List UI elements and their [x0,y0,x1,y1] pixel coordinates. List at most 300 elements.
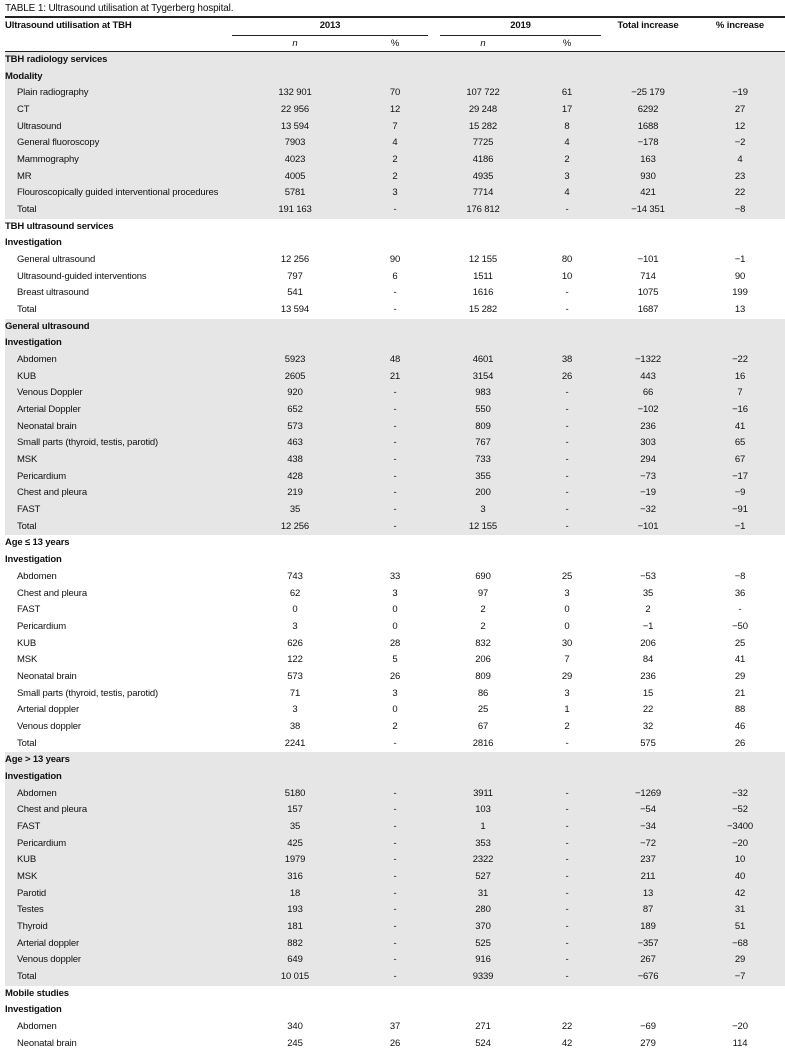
cell-total-increase: 13 [642,887,654,899]
cell-n-2013: 340 [287,1020,303,1032]
cell-pct-2019: 80 [561,254,573,266]
cell-pct-increase: 7 [737,387,743,399]
cell-pct-2013: 6 [392,270,398,282]
header-year-2013: 2013 [319,20,341,31]
cell-n-2019: 67 [477,720,489,732]
cell-pct-2013: 26 [389,670,401,682]
table-caption: TABLE 1: Ultrasound utilisation at Tygerberg hospital. [5,3,234,14]
header-2013-pct: % [390,38,400,49]
table-row [0,736,785,753]
header-total-increase: Total increase [617,20,679,31]
cell-total-increase: 421 [640,187,656,199]
cell-total-increase: 189 [640,920,656,932]
table-row [0,652,785,669]
cell-pct-increase: 88 [734,704,746,716]
cell-n-2013: 12 256 [280,254,310,266]
cell-n-2019: 2 [480,604,486,616]
cell-pct-2019: - [565,804,569,816]
table-row [5,902,785,919]
table-row [0,669,785,686]
cell-n-2019: 2322 [472,854,494,866]
cell-total-increase: 211 [640,870,656,882]
cell-pct-increase: −68 [732,937,748,949]
cell-n-2013: 649 [287,954,303,966]
cell-pct-increase: 4 [737,154,743,166]
cell-pct-2019: 38 [561,354,573,366]
cell-pct-2013: 70 [389,87,401,99]
cell-n-2019: 4601 [472,354,494,366]
cell-pct-2019: - [565,970,569,982]
cell-pct-2019: - [565,470,569,482]
cell-n-2019: 1511 [473,270,493,282]
cell-pct-increase: 22 [734,187,746,199]
cell-pct-2013: - [393,454,397,466]
cell-n-2013: 882 [287,937,303,949]
cell-n-2019: 524 [475,1037,491,1049]
table-row [5,119,785,136]
cell-pct-2019: - [565,520,569,532]
row-label: Mammography [17,154,79,166]
cell-pct-2013: 12 [389,104,401,116]
row-label: Arterial doppler [17,704,80,716]
cell-n-2013: 3 [292,620,298,632]
cell-n-2019: 2 [480,620,486,632]
cell-total-increase: −102 [637,404,659,416]
cell-pct-2019: - [565,854,569,866]
cell-pct-2013: 2 [392,720,398,732]
cell-total-increase: 714 [640,270,656,282]
cell-n-2013: 35 [289,820,301,832]
cell-pct-2019: - [565,820,569,832]
cell-pct-increase: 114 [732,1037,748,1049]
row-label: FAST [17,604,41,616]
cell-total-increase: −178 [637,137,659,149]
cell-pct-2013: - [393,204,397,216]
cell-total-increase: 84 [642,654,654,666]
cell-n-2013: 3 [292,704,298,716]
cell-pct-increase: −1 [734,254,746,266]
cell-pct-increase: −50 [732,620,748,632]
section-title-row [5,52,785,69]
cell-total-increase: −72 [640,837,656,849]
cell-pct-2019: - [565,387,569,399]
cell-n-2013: 4005 [284,170,306,182]
cell-n-2019: 206 [475,654,491,666]
cell-pct-increase: 90 [734,270,746,282]
section-title: General ultrasound [5,320,90,332]
row-label: Venous Doppler [17,387,83,399]
cell-total-increase: 236 [640,670,656,682]
cell-pct-2013: 4 [392,137,398,149]
cell-n-2013: 191 163 [278,204,312,216]
cell-pct-2019: 30 [561,637,573,649]
section-subtitle-row [5,335,785,352]
table-row [0,636,785,653]
cell-n-2013: 0 [292,604,298,616]
cell-n-2019: 355 [475,470,491,482]
table-row [5,102,785,119]
cell-pct-increase: −20 [732,837,748,849]
cell-n-2019: 103 [475,804,491,816]
cell-pct-increase: 42 [734,887,746,899]
row-label: Venous doppler [17,954,81,966]
cell-n-2013: 463 [287,437,303,449]
row-label: Ultrasound [17,120,62,132]
section-title-row [0,986,785,1003]
table-row [0,1019,785,1036]
cell-pct-increase: −8 [734,570,746,582]
cell-pct-increase: 41 [734,654,746,666]
cell-total-increase: −1322 [635,354,661,366]
cell-pct-increase: 31 [734,904,746,916]
cell-n-2019: 809 [475,420,491,432]
cell-total-increase: 1688 [637,120,659,132]
table-row [0,602,785,619]
cell-pct-2013: - [393,787,397,799]
cell-n-2013: 12 256 [280,520,310,532]
cell-pct-increase: −3400 [727,820,753,832]
cell-n-2013: 193 [287,904,303,916]
row-label: KUB [17,854,37,866]
cell-pct-2019: - [565,420,569,432]
row-label: Neonatal brain [17,420,77,432]
cell-pct-2013: - [393,437,397,449]
table-row [5,869,785,886]
cell-pct-2019: - [565,287,569,299]
cell-pct-2019: - [565,887,569,899]
header-row-label: Ultrasound utilisation at TBH [5,20,132,31]
cell-total-increase: −34 [640,820,656,832]
cell-n-2019: 12 155 [468,520,498,532]
row-label: Total [17,737,37,749]
table-row [5,936,785,953]
cell-n-2019: 7714 [472,187,494,199]
cell-pct-2013: - [393,304,397,316]
section-title: TBH ultrasound services [5,220,114,232]
cell-total-increase: 1687 [637,304,659,316]
table-row [0,586,785,603]
cell-pct-2013: 26 [389,1037,401,1049]
table-row [5,519,785,536]
cell-pct-2019: - [565,504,569,516]
cell-n-2019: 525 [475,937,491,949]
cell-n-2019: 983 [475,387,491,399]
table-row [5,886,785,903]
cell-pct-increase: −91 [732,504,748,516]
cell-total-increase: 87 [642,904,654,916]
row-label: Parotid [17,887,47,899]
cell-n-2019: 1616 [472,287,494,299]
section-subtitle: Investigation [5,237,62,249]
cell-n-2019: 15 282 [468,304,498,316]
cell-total-increase: −1269 [635,787,661,799]
cell-pct-2013: 90 [389,254,401,266]
section-title: Age > 13 years [5,754,70,766]
cell-n-2019: 3 [480,504,486,516]
cell-n-2013: 541 [287,287,303,299]
cell-pct-2013: - [393,937,397,949]
cell-n-2019: 15 282 [468,120,498,132]
cell-pct-2013: - [393,954,397,966]
row-label: Total [17,204,37,216]
cell-n-2013: 1979 [284,854,306,866]
row-label: Abdomen [17,354,57,366]
cell-pct-2013: - [393,404,397,416]
cell-n-2013: 428 [287,470,303,482]
cell-n-2019: 353 [475,837,491,849]
cell-pct-2013: - [393,920,397,932]
table-row [5,919,785,936]
cell-n-2013: 13 594 [280,304,310,316]
row-label: CT [17,104,30,116]
cell-pct-2013: - [393,970,397,982]
cell-pct-2013: - [393,837,397,849]
cell-n-2019: 4935 [472,170,494,182]
cell-n-2013: 2605 [284,370,306,382]
section-title-row [5,752,785,769]
cell-total-increase: −73 [640,470,656,482]
table-row [5,502,785,519]
cell-pct-2019: - [565,204,569,216]
cell-pct-increase: 65 [734,437,746,449]
table-row [5,469,785,486]
cell-pct-2019: 3 [564,687,570,699]
cell-n-2013: 626 [287,637,303,649]
cell-n-2013: 652 [287,404,303,416]
cell-pct-2013: - [393,487,397,499]
cell-pct-increase: −20 [732,1020,748,1032]
cell-pct-increase: −19 [732,87,748,99]
cell-pct-2019: 8 [564,120,570,132]
row-label: FAST [17,504,41,516]
row-label: Thyroid [17,920,48,932]
cell-n-2019: 7725 [472,137,494,149]
row-label: General fluoroscopy [17,137,100,149]
cell-n-2019: 107 722 [466,87,500,99]
cell-n-2013: 157 [287,804,303,816]
row-label: MSK [17,454,38,466]
row-label: Total [17,304,37,316]
cell-pct-2019: 3 [564,170,570,182]
row-label: Arterial doppler [17,937,80,949]
cell-pct-2019: 4 [564,137,570,149]
cell-n-2013: 10 015 [280,970,310,982]
cell-total-increase: 267 [640,954,656,966]
table-row [5,419,785,436]
table-body [0,52,785,1052]
cell-pct-2013: 2 [392,170,398,182]
cell-pct-increase: 51 [734,920,746,932]
cell-n-2013: 35 [289,504,301,516]
cell-pct-2019: 25 [561,570,573,582]
cell-total-increase: −1 [642,620,654,632]
row-label: MSK [17,654,38,666]
cell-n-2013: 181 [287,920,303,932]
cell-total-increase: 236 [640,420,656,432]
cell-n-2013: 5923 [284,354,306,366]
cell-pct-increase: 46 [734,720,746,732]
cell-n-2013: 5781 [284,187,306,199]
cell-total-increase: −357 [637,937,659,949]
row-label: Chest and pleura [17,587,87,599]
cell-total-increase: −32 [640,504,656,516]
cell-pct-increase: −17 [732,470,748,482]
cell-total-increase: 22 [642,704,654,716]
cell-pct-increase: 16 [734,370,746,382]
cell-n-2013: 5180 [284,787,306,799]
cell-n-2019: 690 [475,570,491,582]
table-row [5,435,785,452]
cell-total-increase: 35 [642,587,654,599]
table-row [5,802,785,819]
row-label: FAST [17,820,41,832]
table-row [5,852,785,869]
cell-pct-2019: - [565,904,569,916]
section-subtitle-row [5,769,785,786]
table-row [0,686,785,703]
cell-total-increase: 930 [640,170,656,182]
cell-pct-2019: - [565,304,569,316]
cell-pct-increase: −7 [734,970,746,982]
cell-pct-2013: - [393,870,397,882]
header-2019-pct: % [562,38,572,49]
row-label: Total [17,970,37,982]
table-row [0,302,785,319]
table-row [5,452,785,469]
cell-total-increase: 575 [640,737,656,749]
cell-pct-increase: −52 [732,804,748,816]
row-label: Abdomen [17,570,57,582]
cell-n-2019: 916 [475,954,491,966]
row-label: Neonatal brain [17,1037,77,1049]
cell-pct-2013: 33 [389,570,401,582]
table-row [5,85,785,102]
cell-pct-2019: 61 [561,87,573,99]
table-row [5,402,785,419]
row-label: Pericardium [17,620,67,632]
cell-pct-increase: 25 [734,637,746,649]
table-row [5,169,785,186]
cell-n-2019: 767 [475,437,491,449]
cell-total-increase: 1075 [637,287,659,299]
cell-n-2019: 176 812 [466,204,500,216]
cell-pct-increase: −1 [734,520,746,532]
cell-pct-2019: 0 [564,620,570,632]
cell-n-2013: 71 [289,687,301,699]
table-row [5,369,785,386]
row-label: Abdomen [17,1020,57,1032]
table-row [5,135,785,152]
row-label: General ultrasound [17,254,96,266]
cell-pct-2019: - [565,837,569,849]
cell-pct-2013: 37 [389,1020,401,1032]
table-row [5,485,785,502]
cell-n-2013: 920 [287,387,303,399]
cell-pct-2013: - [393,904,397,916]
section-title: TBH radiology services [5,54,108,65]
row-label: Arterial Doppler [17,404,81,416]
cell-n-2019: 97 [477,587,489,599]
cell-total-increase: 66 [642,387,654,399]
cell-pct-2019: 26 [561,370,573,382]
cell-n-2013: 797 [287,270,303,282]
row-label: Neonatal brain [17,670,77,682]
cell-pct-increase: 13 [734,304,746,316]
cell-n-2013: 573 [287,670,303,682]
cell-pct-2013: - [393,387,397,399]
table-row [5,786,785,803]
table-row [5,185,785,202]
cell-pct-2013: 0 [392,704,398,716]
cell-n-2019: 9339 [472,970,494,982]
cell-n-2013: 425 [287,837,303,849]
cell-pct-increase: −9 [734,487,746,499]
table-row [5,152,785,169]
cell-total-increase: 32 [642,720,654,732]
cell-pct-2019: - [565,404,569,416]
cell-pct-2019: - [565,487,569,499]
cell-total-increase: −54 [640,804,656,816]
cell-pct-2013: 2 [392,154,398,166]
section-subtitle-row [0,1002,785,1019]
cell-n-2013: 4023 [284,154,306,166]
cell-pct-2013: - [393,420,397,432]
cell-total-increase: 279 [640,1037,656,1049]
cell-n-2013: 245 [287,1037,303,1049]
cell-total-increase: −69 [640,1020,656,1032]
row-label: Breast ultrasound [17,287,89,299]
cell-total-increase: 15 [642,687,654,699]
cell-n-2019: 25 [477,704,489,716]
section-title-row [0,219,785,236]
cell-n-2013: 132 901 [278,87,312,99]
cell-pct-increase: 199 [732,287,748,299]
table-row [5,385,785,402]
row-label: KUB [17,637,37,649]
table-row [5,969,785,986]
section-subtitle: Modality [5,70,43,82]
header-2019-n: n [480,38,486,49]
header-2019-rule [440,35,601,36]
cell-pct-increase: −16 [732,404,748,416]
cell-pct-increase: 12 [734,120,746,132]
table-row [0,719,785,736]
cell-pct-2013: - [393,520,397,532]
cell-n-2019: 550 [475,404,491,416]
cell-total-increase: −676 [637,970,659,982]
cell-pct-2019: - [565,787,569,799]
cell-total-increase: −101 [637,254,659,266]
row-label: Small parts (thyroid, testis, parotid) [17,437,159,449]
cell-pct-2019: - [565,454,569,466]
cell-n-2013: 2241 [284,737,306,749]
cell-total-increase: 163 [640,154,656,166]
cell-n-2019: 200 [475,487,491,499]
table-row [0,269,785,286]
cell-pct-2019: 1 [564,704,570,716]
row-label: MR [17,170,32,182]
row-label: Chest and pleura [17,487,87,499]
cell-n-2013: 13 594 [280,120,310,132]
cell-total-increase: 206 [640,637,656,649]
row-label: Flouroscopically guided interventional procedures [17,187,219,199]
cell-n-2019: 3911 [473,787,493,799]
cell-pct-increase: 23 [734,170,746,182]
cell-total-increase: 303 [640,437,656,449]
cell-pct-increase: 40 [734,870,746,882]
cell-total-increase: −19 [640,487,656,499]
cell-n-2013: 438 [287,454,303,466]
